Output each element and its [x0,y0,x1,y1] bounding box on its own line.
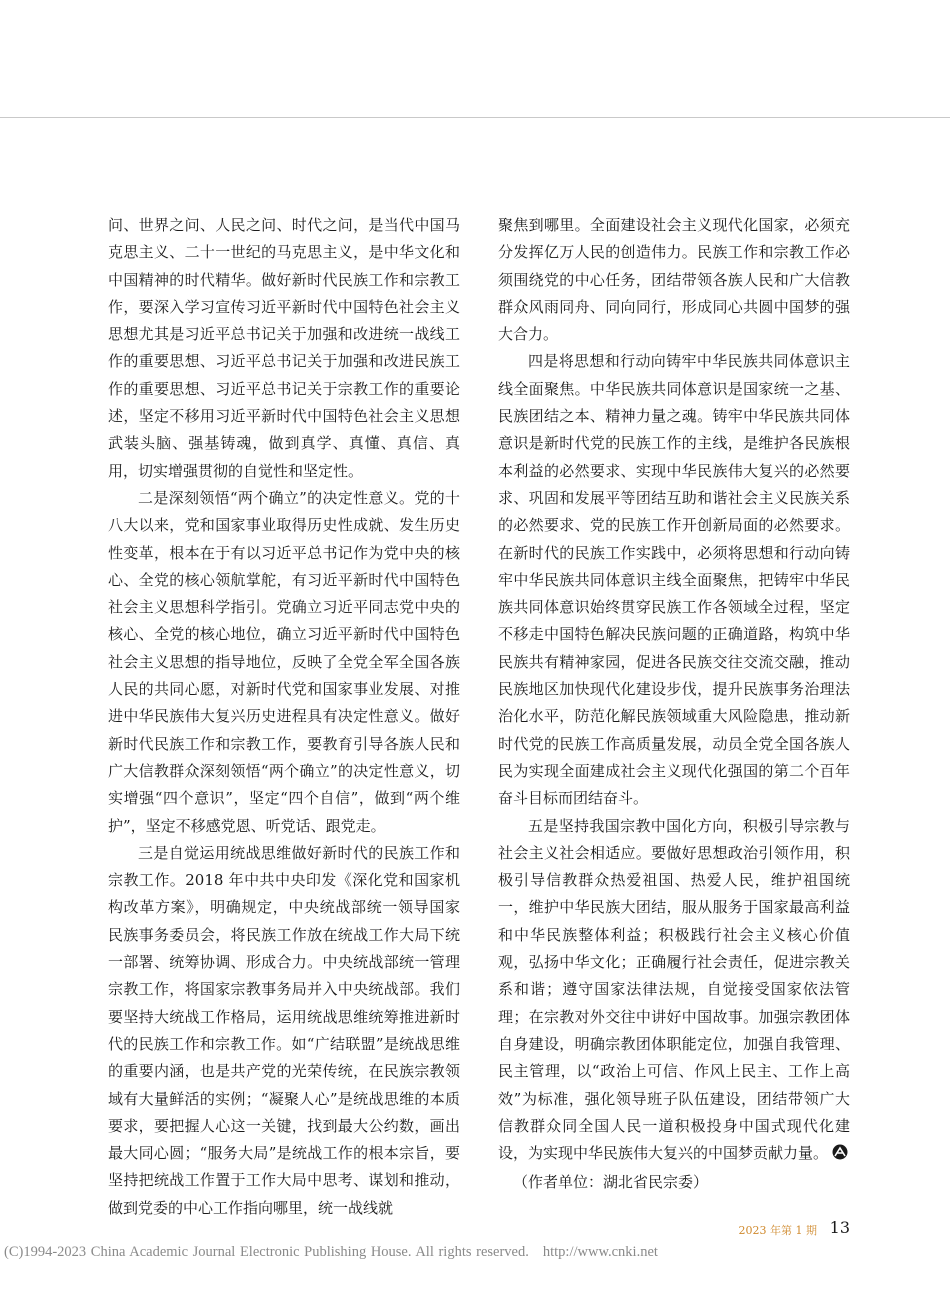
paragraph-continued: 问、世界之问、人民之问、时代之问，是当代中国马克思主义、二十一世纪的马克思主义，是中华文化和中国精神的时代精华。做好新时代民族工作和宗教工作，要深入学习宣传习近平新时代中国特色社会主义思想尤其是习近平总书记关于加强和改进统一战线工作的重要思想、习近平总书记关于加强和改进民族工作的重要思想、习近平总书记关于宗教工作的重要论述，坚定不移用习近平新时代中国特色社会主义思想武装头脑、强基铸魂，做到真学、真懂、真信、真用，切实增强贯彻的自觉性和坚定性。 [108,216,460,480]
left-column [108,212,460,1222]
author-affiliation: （作者单位：湖北省民宗委） [513,1173,709,1192]
paragraph-united-front-thinking: 三是自觉运用统战思维做好新时代的民族工作和宗教工作。2018 年中共中央印发《深化党和国家机构改革方案》，明确规定，中央统战部统一领导国家民族事务委员会，将民族工作放在统战工作大局下统一部署、统筹协调、形成合力。中央统战部统一管理宗教工作，将国家宗教事务局并入中央统战部。我们要坚持大统战工作格局，运用统战思维统筹推进新时代的民族工作和宗教工作。如“广结联盟”是统战思维的重要内涵，也是共产党的光荣传统，在民族宗教领域有大量鲜活的实例；“凝聚人心”是统战思维的本质要求，要把握人心这一关键，找到最大公约数，画出最大同心圆；“服务大局”是统战工作的根本宗旨，要坚持把统战工作置于工作大局中思考、谋划和推动，做到党委的中心工作指向哪里，统一战线就 [108,843,460,1217]
page-number: 13 [829,1218,850,1237]
paragraph-continued-right: 聚焦到哪里。全面建设社会主义现代化国家，必须充分发挥亿万人民的创造伟力。民族工作和宗教工作必须围绕党的中心任务，团结带领各族人民和广大信教群众风雨同舟、同向同行，形成同心共圆中国梦的强大合力。 [498,216,850,344]
header-rule [0,117,950,118]
paragraph-two-establishments: 二是深刻领悟“两个确立”的决定性意义。党的十八大以来，党和国家事业取得历史性成就、发生历史性变革，根本在于有以习近平总书记作为党中央的核心、全党的核心领航掌舵，有习近平新时代中国特色社会主义思想科学指引。党确立习近平同志党中央的核心、全党的核心地位，确立习近平新时代中国特色社会主义思想的指导地位，反映了全党全军全国各族人民的共同心愿，对新时代党和国家事业发展、对推进中华民族伟大复兴历史进程具有决定性意义。做好新时代民族工作和宗教工作，要教育引导各族人民和广大信教群众深刻领悟“两个确立”的决定性意义，切实增强“四个意识”，坚定“四个自信”，做到“两个维护”，坚定不移感党恩、听党话、跟党走。 [108,488,460,835]
issue-label: 2023 年第 1 期 [738,1224,817,1237]
copyright-line [4,1244,658,1261]
paragraph-religion-sinicization [498,813,850,1168]
cnki-link[interactable]: http://www.cnki.net [542,1244,658,1260]
copyright-text: (C)1994-2023 China Academic Journal Electronic Publishing House. All rights reserved. [4,1244,529,1260]
paragraph-religion-text: 五是坚持我国宗教中国化方向，积极引导宗教与社会主义社会相适应。要做好思想政治引领作用，积极引导信教群众热爱祖国、热爱人民，维护祖国统一，维护中华民族大团结，服从服务于国家最高利益和中华民族整体利益；积极践行社会主义核心价值观，弘扬中华文化；正确履行社会责任，促进宗教关系和谐；遵守国家法律法规，自觉接受国家依法管理；在宗教对外交往中讲好中国故事。加强宗教团体自身建设，明确宗教团体职能定位，加强自我管理、民主管理，以“政治上可信、作风上民主、工作上高效”为标准，强化领导班子队伍建设，团结带领广大信教群众同全国人民一道积极投身中国式现代化建设，为实现中华民族伟大复兴的中国梦贡献力量。 [498,816,850,1163]
right-column [498,212,850,1197]
end-of-article-icon [831,1144,849,1160]
paragraph-national-community: 四是将思想和行动向铸牢中华民族共同体意识主线全面聚焦。中华民族共同体意识是国家统一之基、民族团结之本、精神力量之魂。铸牢中华民族共同体意识是新时代党的民族工作的主线，是维护各民族根本利益的必然要求、实现中华民族伟大复兴的必然要求、巩固和发展平等团结互助和谐社会主义民族关系的必然要求、党的民族工作开创新局面的必然要求。在新时代的民族工作实践中，必须将思想和行动向铸牢中华民族共同体意识主线全面聚焦，把铸牢中华民族共同体意识始终贯穿民族工作各领域全过程，坚定不移走中国特色解决民族问题的正确道路，构筑中华民族共有精神家园，促进各民族交往交流交融，推动民族地区加快现代化建设步伐，提升民族事务治理法治化水平，防范化解民族领域重大风险隐患，推动新时代党的民族工作高质量发展，动员全党全国各族人民为实现全面建成社会主义现代化强国的第二个百年奋斗目标而团结奋斗。 [498,352,850,808]
